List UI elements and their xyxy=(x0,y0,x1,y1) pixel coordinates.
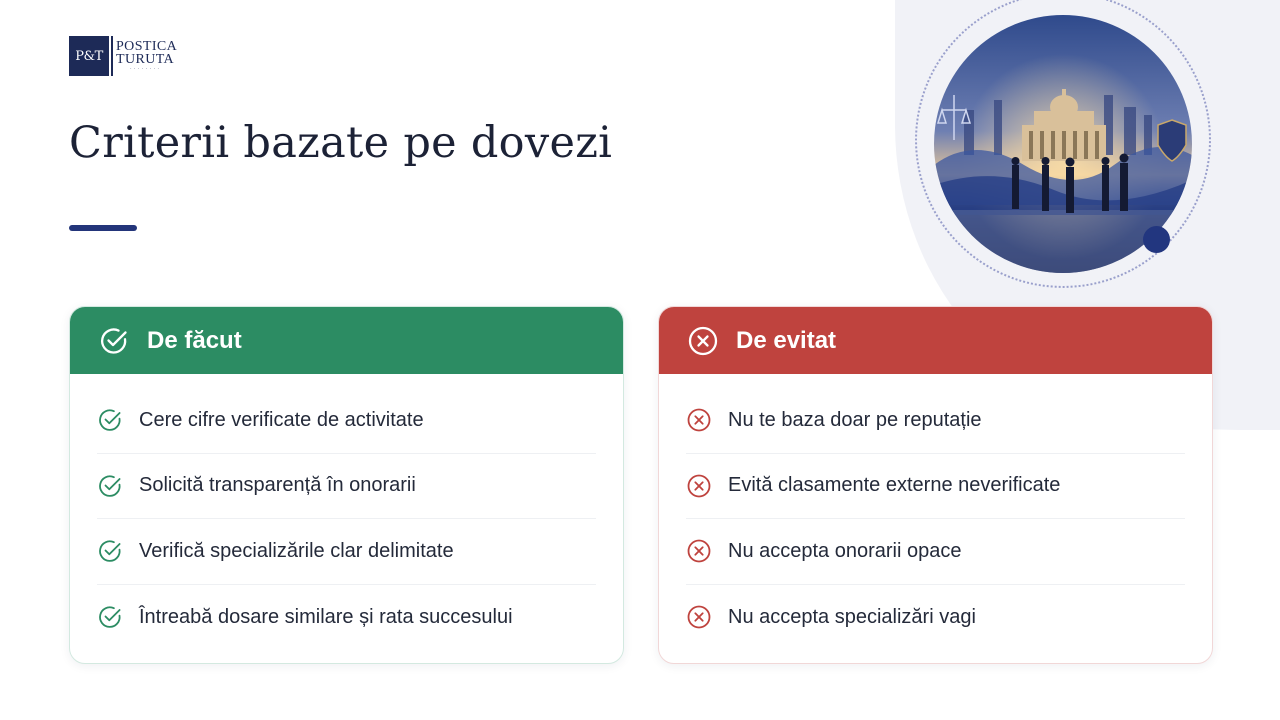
logo-wordmark xyxy=(116,40,177,73)
title-underline xyxy=(69,225,137,231)
list-item-text: Nu accepta onorarii opace xyxy=(728,539,962,562)
avoid-card xyxy=(658,306,1213,664)
check-circle-icon xyxy=(97,604,123,630)
check-circle-icon xyxy=(97,407,123,433)
x-circle-icon xyxy=(686,473,712,499)
do-list xyxy=(70,374,623,650)
list-item xyxy=(686,519,1185,585)
avoid-list xyxy=(659,374,1212,650)
list-item-text: Cere cifre verificate de activitate xyxy=(139,408,424,431)
list-item xyxy=(686,454,1185,520)
list-item-text: Verifică specializările clar delimitate xyxy=(139,539,454,562)
page-title: Criterii bazate pe dovezi xyxy=(69,118,613,168)
check-circle-icon xyxy=(98,325,130,357)
list-item-text: Evită clasamente externe neverificate xyxy=(728,474,1061,497)
x-circle-icon xyxy=(687,325,719,357)
do-card xyxy=(69,306,624,664)
check-circle-icon xyxy=(97,473,123,499)
logo-line-2: TURUTA xyxy=(116,51,175,67)
accent-dot xyxy=(1143,226,1170,253)
list-item xyxy=(97,388,596,454)
avoid-card-header xyxy=(659,307,1212,374)
list-item xyxy=(686,388,1185,454)
list-item-text: Întreabă dosare similare și rata succesului xyxy=(139,605,513,628)
list-item-text: Solicită transparență în onorarii xyxy=(139,474,416,497)
company-logo xyxy=(69,36,177,76)
list-item-text: Nu te baza doar pe reputație xyxy=(728,408,982,431)
do-card-heading: De făcut xyxy=(147,326,242,354)
logo-line-3: · · · · · · · · xyxy=(130,66,160,72)
x-circle-icon xyxy=(686,407,712,433)
logo-line-1: POSTICA xyxy=(116,38,178,54)
list-item xyxy=(97,519,596,585)
avoid-card-heading: De evitat xyxy=(736,326,837,354)
x-circle-icon xyxy=(686,538,712,564)
list-item xyxy=(686,585,1185,651)
list-item-text: Nu accepta specializări vagi xyxy=(728,605,976,628)
check-circle-icon xyxy=(97,538,123,564)
list-item xyxy=(97,454,596,520)
x-circle-icon xyxy=(686,604,712,630)
list-item xyxy=(97,585,596,651)
logo-mark: P&T xyxy=(69,36,109,76)
logo-divider xyxy=(111,36,113,76)
do-card-header xyxy=(70,307,623,374)
